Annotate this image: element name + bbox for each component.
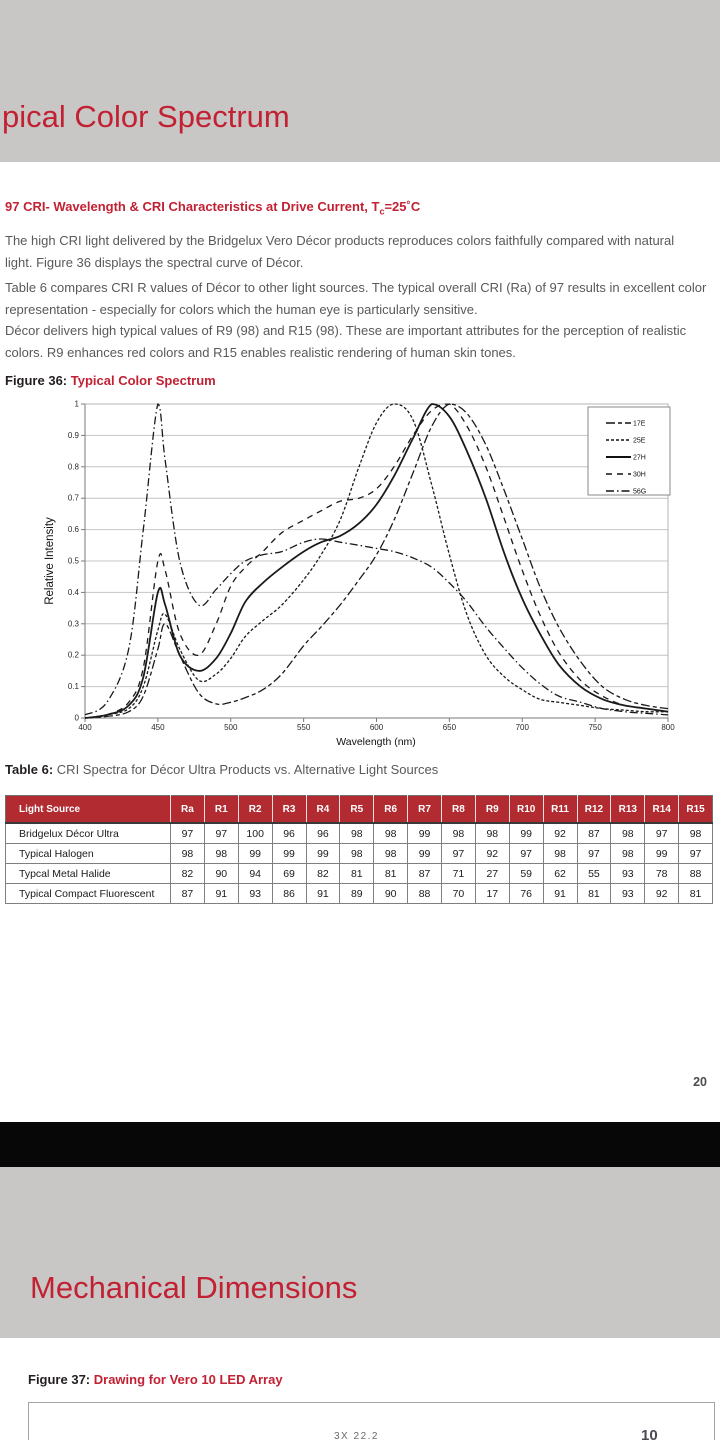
cri-value-cell: 97	[204, 823, 238, 844]
x-tick-label: 750	[588, 723, 602, 732]
column-header: R15	[679, 796, 713, 824]
column-header: R3	[272, 796, 306, 824]
figure36-label: Figure 36:	[5, 373, 68, 388]
x-tick-label: 700	[515, 723, 529, 732]
y-tick-label: 1	[74, 399, 79, 409]
cri-value-cell: 55	[577, 864, 611, 884]
cri-value-cell: 99	[509, 823, 543, 844]
cri-value-cell: 99	[272, 844, 306, 864]
cri-value-cell: 90	[374, 884, 408, 904]
light-source-cell: Typical Halogen	[6, 844, 171, 864]
x-tick-label: 550	[296, 723, 311, 732]
cri-value-cell: 97	[442, 844, 476, 864]
light-source-cell: Bridgelux Décor Ultra	[6, 823, 171, 844]
cri-value-cell: 59	[509, 864, 543, 884]
paragraph-line: Table 6 compares CRI R values of Décor to other light sources. The typical overall CRI (Ra) of 97 results in excellent color	[5, 280, 707, 295]
cri-value-cell: 99	[408, 823, 442, 844]
x-axis-title: Wavelength (nm)	[336, 736, 416, 748]
legend-box	[588, 407, 670, 495]
cri-value-cell: 91	[306, 884, 340, 904]
heading-suffix: =25˚C	[384, 199, 421, 214]
cri-value-cell: 27	[475, 864, 509, 884]
heading-subscript: c	[379, 206, 385, 217]
x-tick-label: 800	[661, 723, 675, 732]
column-header: R5	[340, 796, 374, 824]
cri-value-cell: 93	[238, 884, 272, 904]
paragraph-line: representation - especially for colors which the human eye is particularly sensitive.	[5, 302, 478, 317]
cri-value-cell: 99	[408, 844, 442, 864]
cri-value-cell: 97	[171, 823, 205, 844]
cri-value-cell: 78	[645, 864, 679, 884]
figure37-drawing-box	[28, 1402, 715, 1440]
cri-value-cell: 86	[272, 884, 306, 904]
cri-value-cell: 98	[475, 823, 509, 844]
cri-value-cell: 87	[171, 884, 205, 904]
column-header: R7	[408, 796, 442, 824]
cri-value-cell: 69	[272, 864, 306, 884]
cri-value-cell: 94	[238, 864, 272, 884]
column-header: R2	[238, 796, 272, 824]
cri-value-cell: 76	[509, 884, 543, 904]
cri-value-cell: 87	[577, 823, 611, 844]
mechanical-dimensions-title: Mechanical Dimensions	[30, 1270, 358, 1305]
table6-caption	[5, 762, 438, 777]
cri-value-cell: 98	[374, 844, 408, 864]
cri-value-cell: 98	[442, 823, 476, 844]
cri-value-cell: 70	[442, 884, 476, 904]
cri-value-cell: 98	[611, 844, 645, 864]
cri-value-cell: 81	[679, 884, 713, 904]
dimension-label-partial: 3X 22.2	[334, 1431, 379, 1440]
cri-value-cell: 17	[475, 884, 509, 904]
paragraph-line: The high CRI light delivered by the Bridgelux Vero Décor products reproduces colors faithfully compared with natural	[5, 233, 675, 248]
column-header: R12	[577, 796, 611, 824]
cri-value-cell: 81	[577, 884, 611, 904]
cri-value-cell: 100	[238, 823, 272, 844]
y-tick-label: 0.3	[67, 619, 79, 629]
y-tick-label: 0.8	[67, 462, 79, 472]
column-header: R4	[306, 796, 340, 824]
light-source-cell: Typical Compact Fluorescent	[6, 884, 171, 904]
x-tick-label: 650	[442, 723, 457, 732]
page-header-band	[0, 0, 720, 162]
cri-table	[5, 795, 713, 904]
table6-title: CRI Spectra for Décor Ultra Products vs. Alternative Light Sources	[56, 762, 439, 777]
cri-value-cell: 82	[306, 864, 340, 884]
x-tick-label: 600	[369, 723, 384, 732]
cri-value-cell: 92	[475, 844, 509, 864]
cri-value-cell: 98	[340, 844, 374, 864]
cri-value-cell: 97	[509, 844, 543, 864]
legend-label: 25E	[633, 437, 646, 445]
paragraph-line: light. Figure 36 displays the spectral curve of Décor.	[5, 255, 304, 270]
column-header: R11	[543, 796, 577, 824]
y-tick-label: 0.2	[67, 650, 79, 660]
paragraph	[5, 230, 719, 274]
cri-value-cell: 91	[204, 884, 238, 904]
cri-value-cell: 93	[611, 884, 645, 904]
figure37-caption	[28, 1372, 283, 1387]
figure37-title: Drawing for Vero 10 LED Array	[93, 1372, 283, 1387]
cri-value-cell: 98	[340, 823, 374, 844]
cri-value-cell: 98	[171, 844, 205, 864]
y-tick-label: 0.9	[67, 430, 79, 440]
cri-value-cell: 93	[611, 864, 645, 884]
legend-label: 17E	[633, 420, 646, 428]
page-number: 20	[693, 1075, 707, 1089]
paragraph-line: Décor delivers high typical values of R9 (98) and R15 (98). These are important attributes for the perception of realistic	[5, 323, 687, 338]
y-tick-label: 0.1	[67, 682, 79, 692]
y-tick-label: 0.6	[67, 525, 79, 535]
x-tick-label: 400	[78, 723, 92, 732]
column-header: R14	[645, 796, 679, 824]
paragraph	[5, 320, 719, 364]
table-header-row	[6, 796, 713, 824]
legend-label: 30H	[633, 471, 646, 479]
y-axis-title: Relative Intensity	[44, 517, 56, 605]
column-header: Ra	[171, 796, 205, 824]
table6-label: Table 6:	[5, 762, 54, 777]
cri-value-cell: 90	[204, 864, 238, 884]
cri-value-cell: 81	[374, 864, 408, 884]
section-title-cropped: pical Color Spectrum	[2, 99, 290, 134]
cri-value-cell: 82	[171, 864, 205, 884]
cri-value-cell: 92	[543, 823, 577, 844]
cri-value-cell: 62	[543, 864, 577, 884]
column-header: Light Source	[6, 796, 171, 824]
paragraph-line: colors. R9 enhances red colors and R15 enables realistic rendering of human skin tones.	[5, 345, 516, 360]
cri-value-cell: 88	[679, 864, 713, 884]
next-page-header-band	[0, 1167, 720, 1338]
cri-value-cell: 98	[679, 823, 713, 844]
y-tick-label: 0.7	[67, 493, 79, 503]
light-source-cell: Typcal Metal Halide	[6, 864, 171, 884]
cri-value-cell: 89	[340, 884, 374, 904]
spectrum-chart	[40, 396, 680, 756]
cri-value-cell: 96	[306, 823, 340, 844]
y-tick-label: 0	[74, 713, 79, 723]
cri-value-cell: 92	[645, 884, 679, 904]
cri-value-cell: 98	[204, 844, 238, 864]
figure36-title: Typical Color Spectrum	[70, 373, 216, 388]
cri-value-cell: 88	[408, 884, 442, 904]
table-row	[6, 844, 713, 864]
column-header: R6	[374, 796, 408, 824]
cri-value-cell: 87	[408, 864, 442, 884]
table-row	[6, 884, 713, 904]
dimension-label-partial: 10	[641, 1427, 658, 1440]
column-header: R1	[204, 796, 238, 824]
heading-text: 97 CRI- Wavelength & CRI Characteristics at Drive Current, T	[5, 199, 380, 214]
cri-value-cell: 98	[543, 844, 577, 864]
page-separator-bar	[0, 1122, 720, 1167]
cri-value-cell: 99	[238, 844, 272, 864]
y-tick-label: 0.5	[67, 556, 79, 566]
legend-label: 56G	[633, 488, 647, 496]
y-tick-label: 0.4	[67, 587, 79, 597]
paragraph	[5, 277, 719, 321]
column-header: R9	[475, 796, 509, 824]
cri-value-cell: 91	[543, 884, 577, 904]
column-header: R8	[442, 796, 476, 824]
series-curve-56G	[85, 404, 668, 715]
cri-value-cell: 71	[442, 864, 476, 884]
column-header: R10	[509, 796, 543, 824]
cri-value-cell: 97	[679, 844, 713, 864]
subsection-heading	[5, 199, 420, 217]
table-row	[6, 823, 713, 844]
cri-value-cell: 99	[645, 844, 679, 864]
figure37-label: Figure 37:	[28, 1372, 91, 1387]
legend-label: 27H	[633, 454, 646, 462]
cri-value-cell: 98	[611, 823, 645, 844]
cri-value-cell: 97	[577, 844, 611, 864]
cri-value-cell: 97	[645, 823, 679, 844]
x-tick-label: 500	[224, 723, 238, 732]
cri-value-cell: 96	[272, 823, 306, 844]
column-header: R13	[611, 796, 645, 824]
cri-value-cell: 81	[340, 864, 374, 884]
cri-value-cell: 99	[306, 844, 340, 864]
x-tick-label: 450	[151, 723, 165, 732]
figure36-caption	[5, 373, 216, 388]
table-row	[6, 864, 713, 884]
cri-value-cell: 98	[374, 823, 408, 844]
